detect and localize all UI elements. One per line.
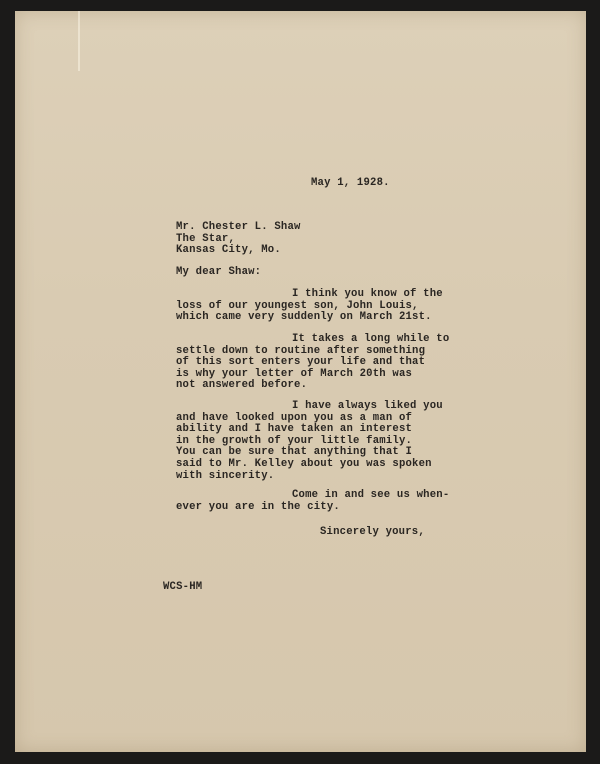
salutation: My dear Shaw:	[176, 266, 262, 278]
body-line: and have looked upon you as a man of	[176, 411, 413, 424]
body-line: of this sort enters your life and that	[176, 356, 426, 369]
body-line: loss of our youngest son, John Louis,	[176, 299, 419, 312]
body-line: I think you know of the	[292, 288, 443, 300]
body-line: is why your letter of March 20th was	[176, 367, 413, 380]
closing: Sincerely yours,	[320, 526, 425, 538]
body-line: You can be sure that anything that I	[176, 446, 413, 459]
body-line: which came very suddenly on March 21st.	[176, 311, 432, 324]
body-line: not answered before.	[176, 379, 308, 392]
recipient-line: Mr. Chester L. Shaw	[176, 221, 301, 233]
body-line: Come in and see us when-	[292, 489, 450, 501]
recipient-line: Kansas City, Mo.	[176, 244, 281, 257]
body-line: I have always liked you	[292, 400, 443, 412]
typist-initials: WCS-HM	[163, 581, 203, 593]
body-line: settle down to routine after something	[176, 344, 426, 357]
paper-crease	[78, 11, 80, 71]
body-line: said to Mr. Kelley about you was spoken	[176, 458, 432, 470]
body-line: ability and I have taken an interest	[176, 423, 413, 436]
body-line: ever you are in the city.	[176, 500, 340, 513]
letter-page	[15, 11, 586, 752]
recipient-line: The Star,	[176, 232, 236, 245]
body-line: with sincerity.	[176, 469, 275, 482]
body-line: It takes a long while to	[292, 333, 450, 345]
letter-date: May 1, 1928.	[311, 177, 390, 189]
body-line: in the growth of your little family.	[176, 434, 413, 447]
